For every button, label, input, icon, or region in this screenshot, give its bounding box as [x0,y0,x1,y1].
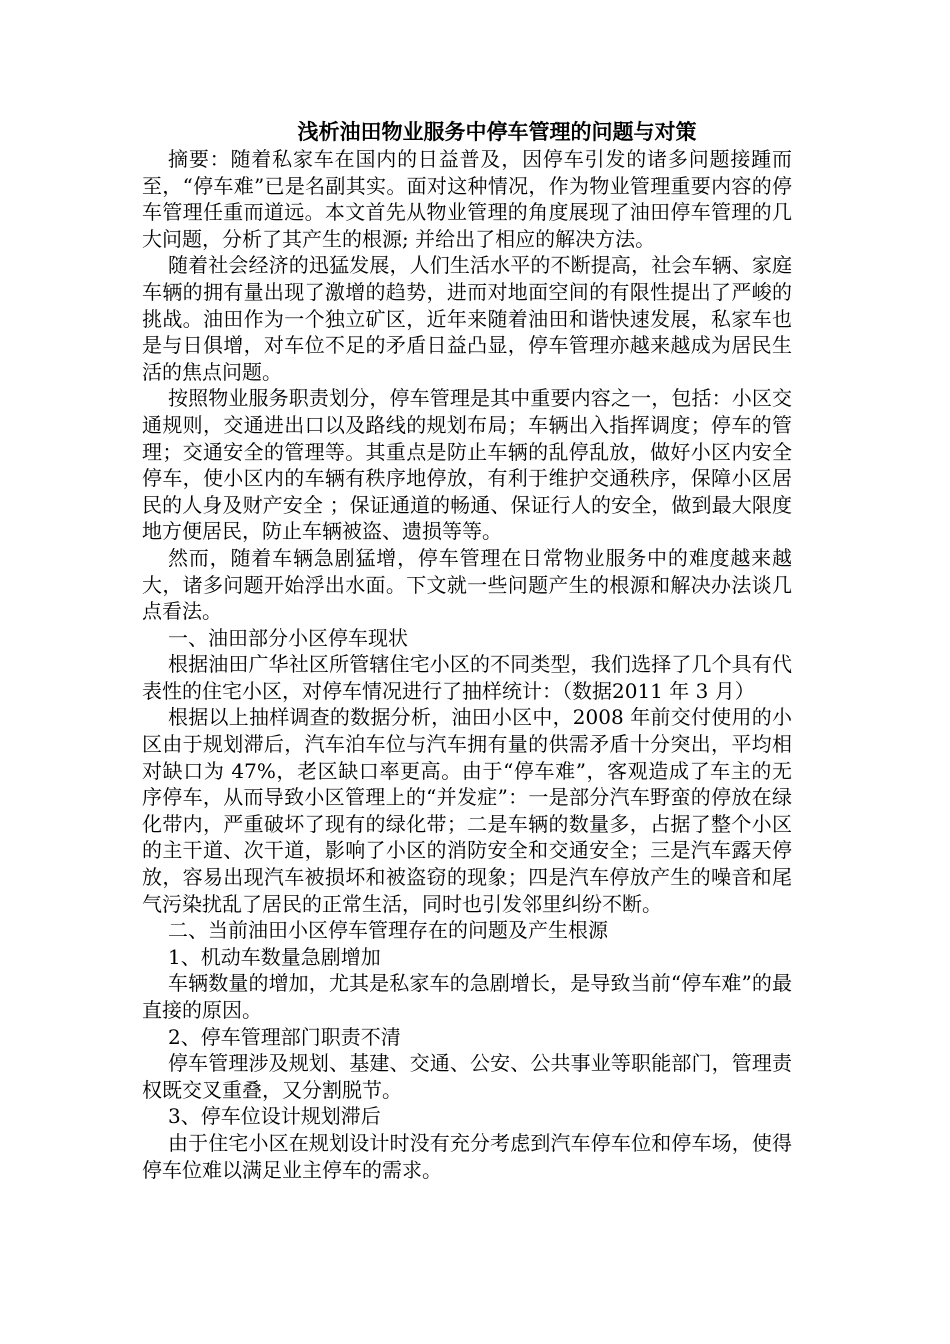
body-paragraph: 根据油田广华社区所管辖住宅小区的不同类型，我们选择了几个具有代表性的住宅小区，对停车情况进行了抽样统计：（数据2011 年 3 月） [142,652,792,703]
subsection-heading: 1、机动车数量急剧增加 [168,944,381,969]
document-page [142,118,792,1183]
body-paragraph: 随着社会经济的迅猛发展，人们生活水平的不断提高，社会车辆、家庭车辆的拥有量出现了激增的趋势，进而对地面空间的有限性提出了严峻的挑战。油田作为一个独立矿区，近年来随着油田和谐快速发展，私家车也是与日俱增，对车位不足的矛盾日益凸显，停车管理亦越来越成为居民生活的焦点问题。 [142,253,792,384]
section-heading: 二、当前油田小区停车管理存在的问题及产生根源 [168,918,608,943]
abstract-paragraph: 摘要：随着私家车在国内的日益普及，因停车引发的诸多问题接踵而至，“停车难”已是名副其实。面对这种情况，作为物业管理重要内容的停车管理任重而道远。本文首先从物业管理的角度展现了油田停车管理的几大问题，分析了其产生的根源; 并给出了相应的解决方法。 [142,147,792,251]
document-title: 浅析油田物业服务中停车管理的问题与对策 [297,119,697,144]
body-paragraph: 由于住宅小区在规划设计时没有充分考虑到汽车停车位和停车场，使得停车位难以满足业主停车的需求。 [142,1130,792,1182]
body-paragraph: 然而，随着车辆急剧猛增，停车管理在日常物业服务中的难度越来越大，诸多问题开始浮出水面。下文就一些问题产生的根源和解决办法谈几点看法。 [142,545,792,624]
body-paragraph: 按照物业服务职责划分，停车管理是其中重要内容之一，包括：小区交通规则，交通进出口以及路线的规划布局；车辆出入指挥调度；停车的管理；交通安全的管理等。其重点是防止车辆的乱停乱放，做好小区内安全停车，使小区内的车辆有秩序地停放，有利于维护交通秩序，保障小区居民的人身及财产安全 ；保证通道的畅通、保证行人的安全，做到最大限度地方便居民，防止车辆被盗、遗损等等。 [142,386,792,544]
body-paragraph: 根据以上抽样调查的数据分析，油田小区中，2008 年前交付使用的小区由于规划滞后，汽车泊车位与汽车拥有量的供需矛盾十分突出，平均相对缺口为 47%，老区缺口率更高。由于“停车难”，客观造成了车主的无序停车，从而导致小区管理上的“并发症”：一是部分汽车野蛮的停放在绿化带内，严重破坏了现有的绿化带；二是车辆的数量多，占据了整个小区的主干道、次干道，影响了小区的消防安全和交通安全；三是汽车露天停放，容易出现汽车被损坏和被盗窃的现象；四是汽车停放产生的噪音和尾气污染扰乱了居民的正常生活，同时也引发邻里纠纷不断。 [142,705,792,916]
body-paragraph: 停车管理涉及规划、基建、交通、公安、公共事业等职能部门，管理责权既交叉重叠，又分割脱节。 [142,1051,792,1102]
subsection-heading: 3、停车位设计规划滞后 [168,1104,381,1129]
section-heading: 一、油田部分小区停车现状 [168,625,408,650]
body-paragraph: 车辆数量的增加，尤其是私家车的急剧增长，是导致当前“停车难”的最直接的原因。 [142,971,792,1022]
subsection-heading: 2、停车管理部门职责不清 [168,1024,401,1049]
